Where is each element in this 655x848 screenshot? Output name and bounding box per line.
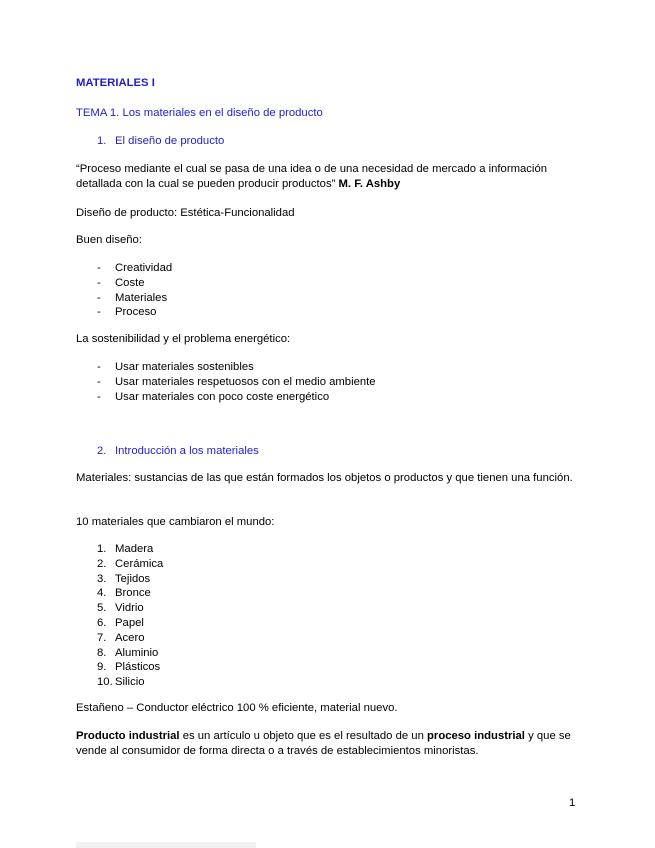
materials-definition: Materiales: sustancias de las que están formados los objetos o productos y que tienen una función. — [76, 472, 573, 484]
good-design-text: Proceso — [115, 306, 157, 319]
material-text: Vidrio — [115, 602, 144, 615]
material-marker: 1. — [97, 543, 107, 555]
material-marker: 4. — [97, 587, 107, 600]
materials-list-label: 10 materiales que cambiaron el mundo: — [76, 516, 275, 528]
material-text: Plásticos — [115, 661, 161, 674]
material-marker: 10. — [97, 676, 113, 689]
good-design-text: Creatividad — [115, 262, 173, 274]
material-text: Bronce — [115, 587, 151, 600]
material-text: Papel — [115, 617, 144, 629]
sustainability-label: La sostenibilidad y el problema energético: — [76, 333, 291, 345]
quote-author: M. F. Ashby — [338, 178, 401, 190]
ashby-quote — [76, 162, 586, 192]
design-definition: Diseño de producto: Estética-Funcionalidad — [76, 207, 295, 219]
section-2-number: 2. — [97, 445, 107, 457]
material-text: Tejidos — [115, 572, 151, 585]
material-text: Madera — [115, 543, 154, 555]
material-text: Acero — [115, 631, 145, 644]
section-1-title: El diseño de producto — [115, 135, 225, 147]
good-design-marker: - — [97, 291, 101, 304]
topic-heading: TEMA 1. Los materiales en el diseño de producto — [76, 107, 323, 119]
good-design-marker: - — [97, 306, 101, 319]
good-design-label: Buen diseño: — [76, 234, 142, 246]
industrial-product-term: Producto industrial — [76, 730, 180, 742]
footer-bar — [76, 842, 256, 848]
good-design-marker: - — [97, 276, 101, 289]
section-1-number: 1. — [97, 135, 107, 147]
material-text: Silicio — [115, 676, 145, 689]
document-title: MATERIALES I — [76, 77, 155, 89]
material-text: Cerámica — [115, 557, 164, 570]
sustainability-text: Usar materiales sostenibles — [115, 361, 254, 373]
material-marker: 6. — [97, 617, 107, 629]
sustainability-marker: - — [97, 375, 101, 388]
industrial-product-mid: es un artículo u objeto que es el resultado de un — [179, 730, 428, 742]
sustainability-text: Usar materiales con poco coste energético — [115, 390, 330, 403]
material-marker: 9. — [97, 661, 107, 674]
industrial-product-end: y que se vende al consumidor de forma directa o a través de establecimientos minoristas. — [76, 730, 571, 757]
material-marker: 3. — [97, 572, 107, 585]
material-marker: 5. — [97, 602, 107, 615]
page-number: 1 — [569, 797, 576, 809]
industrial-process-term: proceso industrial — [427, 730, 525, 742]
industrial-product-paragraph — [76, 729, 586, 759]
quote-text: “Proceso mediante el cual se pasa de una idea o de una necesidad de mercado a información detallada con la cual se pueden producir productos” — [76, 163, 548, 190]
sustainability-text: Usar materiales respetuosos con el medio ambiente — [115, 375, 376, 388]
good-design-text: Coste — [115, 276, 145, 289]
material-marker: 2. — [97, 557, 107, 570]
section-2-title: Introducción a los materiales — [115, 445, 259, 457]
good-design-marker: - — [97, 262, 101, 274]
material-marker: 8. — [97, 646, 107, 659]
sustainability-marker: - — [97, 361, 101, 373]
good-design-text: Materiales — [115, 291, 168, 304]
material-text: Aluminio — [115, 646, 159, 659]
sustainability-marker: - — [97, 390, 101, 403]
material-marker: 7. — [97, 631, 107, 644]
graphene-line: Estañeno – Conductor eléctrico 100 % eficiente, material nuevo. — [76, 702, 398, 714]
